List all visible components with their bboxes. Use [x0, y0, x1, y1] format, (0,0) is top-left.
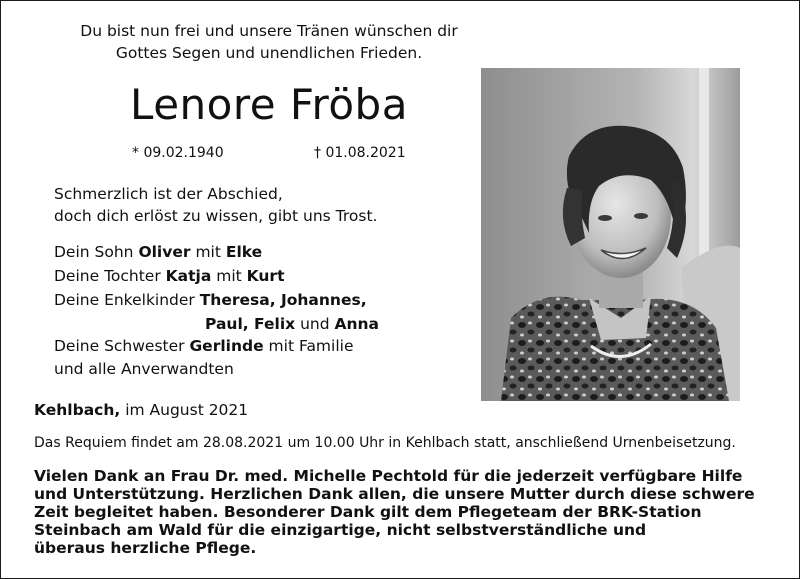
mourner-name: Kurt [246, 267, 285, 285]
birth-date: * 09.02.1940 [132, 145, 224, 161]
verse-line-1: Du bist nun frei und unsere Tränen wünschen dir [80, 22, 458, 40]
mourner-name: Oliver [138, 243, 191, 261]
mourner-line-5 [54, 335, 354, 357]
mourner-line-3 [54, 289, 367, 311]
mourner-relation: Deine Tochter [54, 267, 166, 285]
mourner-name: Paul, Felix [205, 315, 296, 333]
mourner-line-6: und alle Anverwandten [54, 360, 234, 378]
mourner-name: Gerlinde [189, 337, 264, 355]
mourner-line-2 [54, 265, 284, 287]
quote-line-2: doch dich erlöst zu wissen, gibt uns Trost. [54, 207, 378, 225]
verse-line-2: Gottes Segen und unendlichen Frieden. [115, 44, 423, 62]
thanks-line-3: Zeit begleitet haben. Besonderer Dank gilt dem Pflegeteam der BRK-Station [34, 503, 702, 521]
mourner-suffix: mit Familie [263, 337, 354, 355]
mourner-line-4 [205, 313, 379, 335]
mourner-relation: Dein Sohn [54, 243, 139, 261]
mourner-name: Katja [165, 267, 212, 285]
deceased-name: Lenore Fröba [130, 80, 408, 129]
place-month: im August 2021 [120, 401, 249, 419]
mourner-name: Anna [334, 315, 380, 333]
requiem-notice: Das Requiem findet am 28.08.2021 um 10.00 Uhr in Kehlbach statt, anschließend Urnenbeisetzung. [34, 435, 736, 451]
thanks-line-4: Steinbach am Wald für die einzigartige, nicht selbstverständliche und [34, 521, 647, 539]
quote-line-1: Schmerzlich ist der Abschied, [54, 185, 283, 203]
connector: mit [211, 267, 247, 285]
mourner-relation: Deine Enkelkinder [54, 291, 200, 309]
death-date: † 01.08.2021 [314, 145, 406, 161]
connector: und [295, 315, 335, 333]
mourner-name: Theresa, Johannes, [199, 291, 367, 309]
place-date [34, 399, 248, 421]
portrait-photo [481, 68, 740, 401]
mourner-name: Elke [225, 243, 263, 261]
thanks-line-1: Vielen Dank an Frau Dr. med. Michelle Pechtold für die jederzeit verfügbare Hilfe [34, 467, 743, 485]
mourner-relation: Deine Schwester [54, 337, 190, 355]
thanks-paragraph [34, 467, 755, 557]
thanks-line-2: und Unterstützung. Herzlichen Dank allen, die unsere Mutter durch diese schwere [34, 485, 755, 503]
thanks-line-5: überaus herzliche Pflege. [34, 539, 257, 557]
mourner-line-1 [54, 241, 262, 263]
place-town: Kehlbach, [34, 401, 121, 419]
connector: mit [190, 243, 226, 261]
